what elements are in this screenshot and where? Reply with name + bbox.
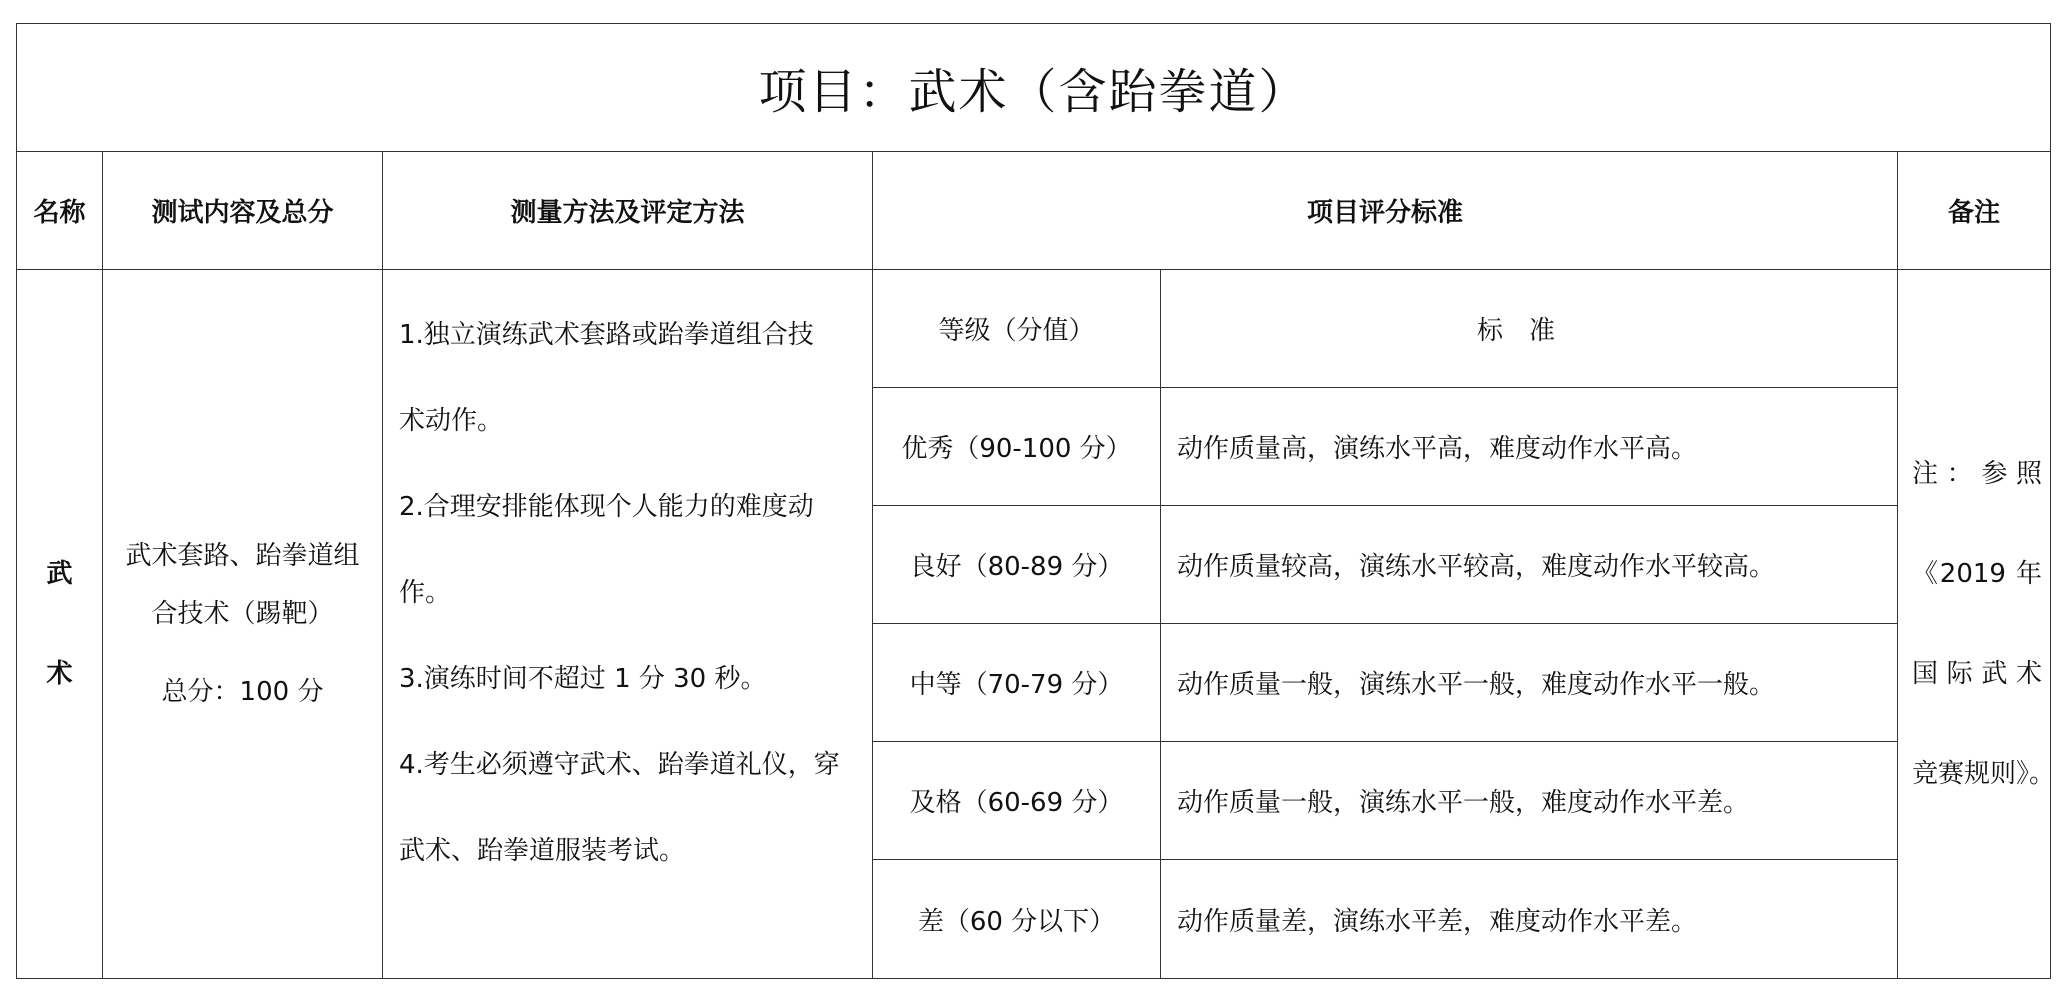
grade-cell: 优秀（90-100 分） xyxy=(873,388,1161,506)
method-line: 4.考生必须遵守武术、跆拳道礼仪，穿 xyxy=(399,750,840,780)
table-title: 项目：武术（含跆拳道） xyxy=(17,24,2051,152)
standard-cell: 动作质量一般，演练水平一般，难度动作水平一般。 xyxy=(1161,624,1898,742)
item-name-line: 术 xyxy=(46,659,73,689)
method-cell xyxy=(383,270,873,979)
standard-cell: 动作质量差，演练水平差，难度动作水平差。 xyxy=(1161,860,1898,979)
standard-header: 标准 xyxy=(1161,270,1898,388)
method-line: 3.演练时间不超过 1 分 30 秒。 xyxy=(399,664,767,694)
grade-cell: 良好（80-89 分） xyxy=(873,506,1161,624)
remark-line: 《2019 年 xyxy=(1912,559,2043,589)
method-line: 2.合理安排能体现个人能力的难度动 xyxy=(399,492,814,522)
header-method: 测量方法及评定方法 xyxy=(383,152,873,270)
standard-cell: 动作质量高，演练水平高，难度动作水平高。 xyxy=(1161,388,1898,506)
grade-cell: 及格（60-69 分） xyxy=(873,742,1161,860)
content-line: 总分：100 分 xyxy=(161,677,324,707)
header-content: 测试内容及总分 xyxy=(103,152,383,270)
remark-line: 注：参照 xyxy=(1912,459,2043,489)
test-content-cell xyxy=(103,270,383,979)
method-line: 1.独立演练武术套路或跆拳道组合技 xyxy=(399,320,814,350)
remark-cell xyxy=(1898,270,2056,979)
remark-line: 竞赛规则》。 xyxy=(1912,759,2056,789)
grade-header: 等级（分值） xyxy=(873,270,1161,388)
grade-cell: 差（60 分以下） xyxy=(873,860,1161,979)
assessment-table xyxy=(16,23,2056,979)
item-name-cell xyxy=(17,270,103,979)
method-line: 术动作。 xyxy=(399,406,504,436)
method-line: 作。 xyxy=(399,578,452,608)
standard-cell: 动作质量一般，演练水平一般，难度动作水平差。 xyxy=(1161,742,1898,860)
content-line: 合技术（踢靶） xyxy=(151,599,334,629)
content-line: 武术套路、跆拳道组 xyxy=(125,541,360,571)
item-name-line: 武 xyxy=(46,559,73,589)
header-name: 名称 xyxy=(17,152,103,270)
method-line: 武术、跆拳道服装考试。 xyxy=(399,836,686,866)
header-remark: 备注 xyxy=(1898,152,2051,270)
grade-cell: 中等（70-79 分） xyxy=(873,624,1161,742)
standard-cell: 动作质量较高，演练水平较高，难度动作水平较高。 xyxy=(1161,506,1898,624)
header-standard: 项目评分标准 xyxy=(873,152,1898,270)
remark-line: 国际武术 xyxy=(1912,659,2043,689)
